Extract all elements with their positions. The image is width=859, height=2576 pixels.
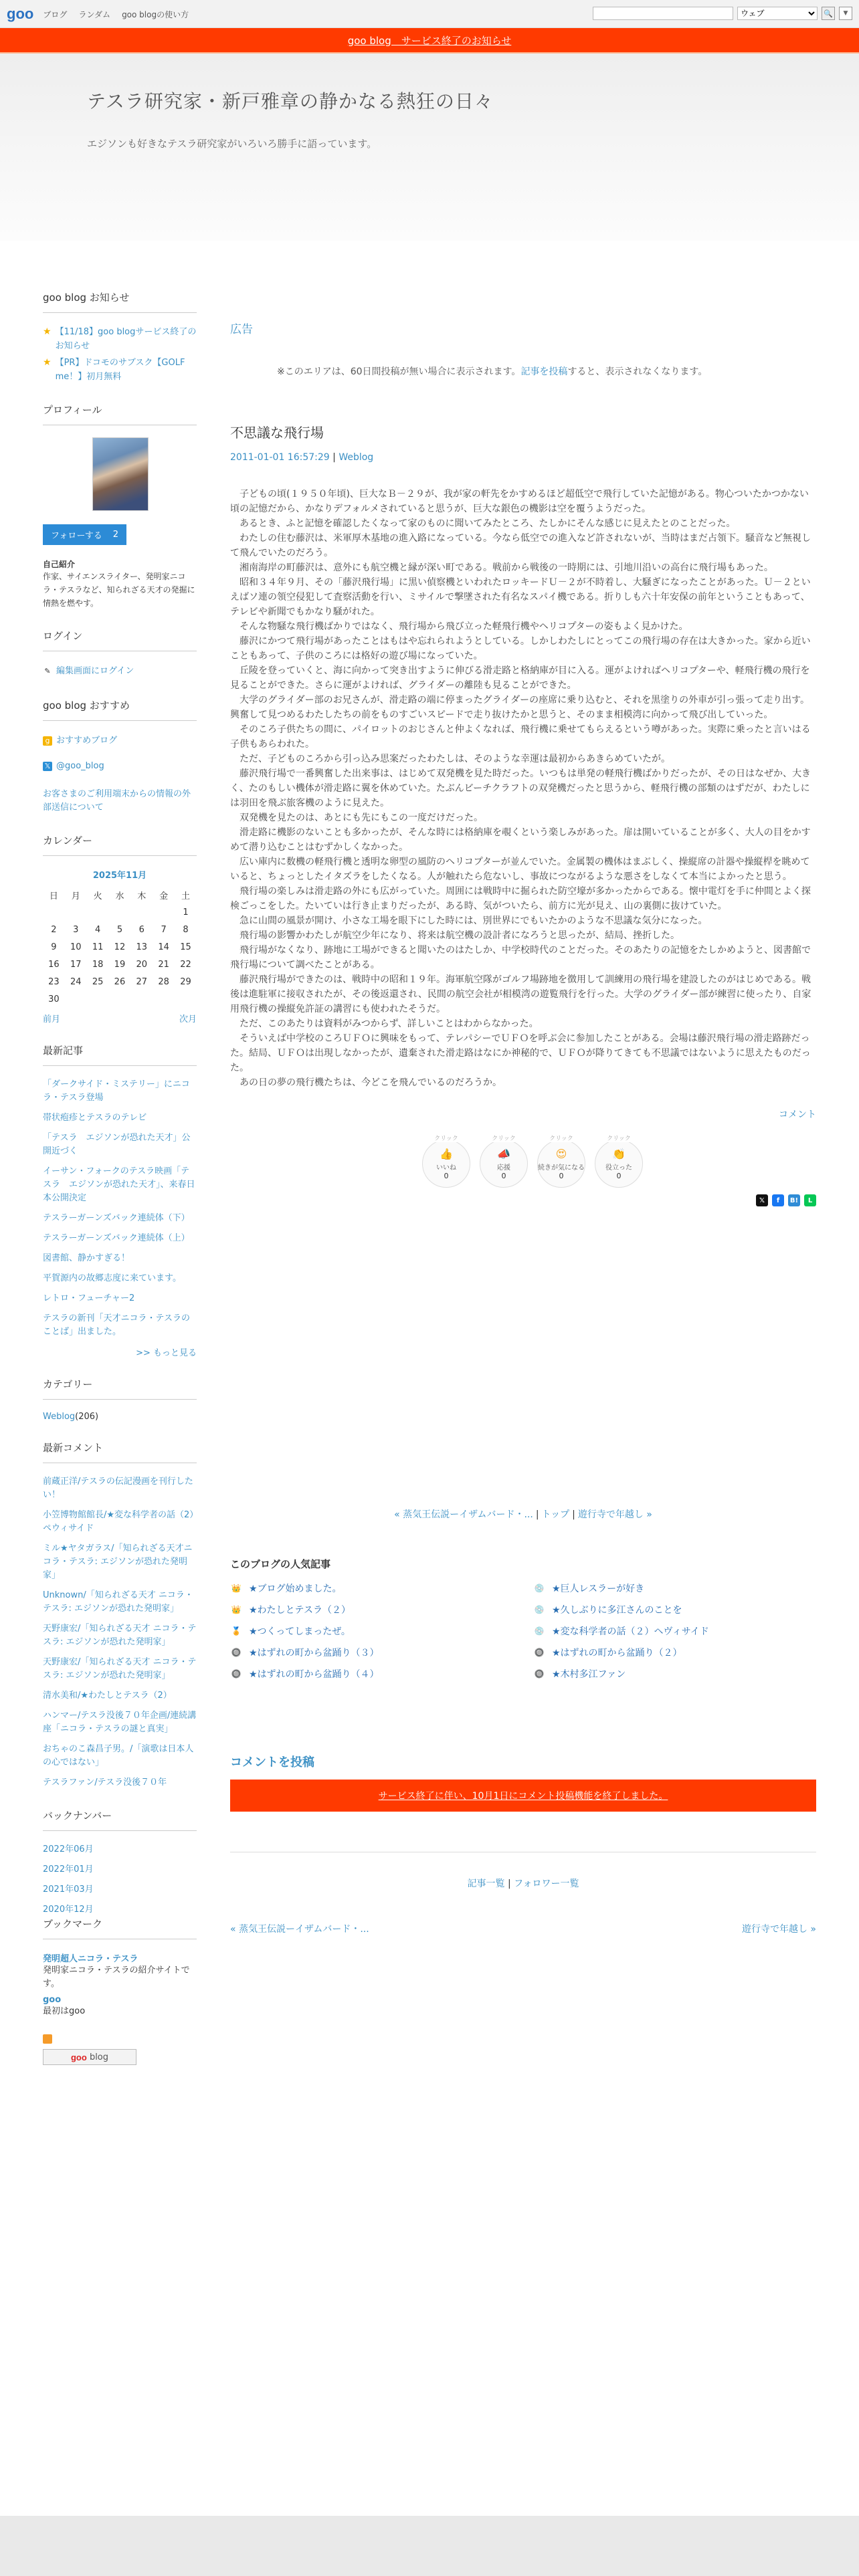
reaction-label: 応援 <box>497 1164 510 1172</box>
calendar-day <box>109 903 131 921</box>
calendar-day <box>87 903 109 921</box>
top-nav <box>43 7 197 20</box>
calendar-day <box>130 990 153 1008</box>
post-pager: « 蒸気王伝説ーイザムバード・... | トップ | 遊行寺で年越し » <box>394 1509 652 1520</box>
post-paragraph: 昭和３４年９月、その「藤沢飛行場」に黒い偵察機といわれたロッキードＵ－２が不時着し、大騒ぎになったことがあった。Ｕ－２といえばソ連の領空侵犯して査察活動を行い、ミサイルで撃墜された有名なスパイ機である。折りしも六十年安保の前年ということもあって、テレビや新聞でもかなり騒がれた。 <box>230 577 811 617</box>
calendar-day[interactable]: 26 <box>114 976 126 987</box>
x-icon: 𝕏 <box>43 762 52 771</box>
reaction-tip: クリック <box>489 1134 518 1142</box>
calendar-month: 2025年11月 <box>92 871 147 881</box>
reaction-count: 0 <box>616 1171 622 1180</box>
popular-item[interactable] <box>533 1644 816 1660</box>
recent-section <box>43 1043 197 1358</box>
popular-item[interactable] <box>230 1666 513 1682</box>
content-wrap <box>0 273 859 2084</box>
profile-section <box>43 403 197 610</box>
footer <box>0 2516 859 2576</box>
post-paragraph: 大学のグライダー部のお兄さんが、滑走路の端に停まったグライダーの座席に乗り込むと、それを黒塗りの外車が引っ張って走り出す。興奮して見つめるわたしたちの前をものすごいスピードで走り抜けたかと思うと、そのまま相模湾に向かって飛び出していった。 <box>230 695 810 720</box>
comment-closed-link[interactable]: サービス終了に伴い、10月1日にコメント投稿機能を終了しました。 <box>378 1791 668 1802</box>
star-icon: ★ <box>43 326 52 337</box>
recent-article-link[interactable]: レトロ・フューチャー2 <box>43 1293 135 1303</box>
post-paragraph: 藤沢飛行場で一番興奮した出来事は、はじめて双発機を見た時だった。いつもは単発の軽飛行機ばかりだったが、その日はなぜか、大きく、たのもしい機体が滑走路に翼を休めていた。たぶんビーチクラフトの双発機だったと思うから、軽飛行機の部類のはずだが、わたしには羽田を飛ぶ旅客機のように見えた。 <box>230 768 811 809</box>
bookmark-heading: ブックマーク <box>43 1917 197 1939</box>
rank-icon: 👑 <box>231 1584 242 1593</box>
popular-article-link[interactable]: ★はずれの町から盆踊り（２） <box>552 1648 682 1658</box>
chevron-down-icon[interactable]: ▼ <box>839 7 852 20</box>
login-section <box>43 629 197 679</box>
calendar-weekday: 月 <box>71 891 80 901</box>
recent-comment-link[interactable]: 天野康宏/「知られざる天才 ニコラ・テスラ: エジソンが恐れた発明家」 <box>43 1657 197 1681</box>
comment-link[interactable]: コメント <box>779 1109 816 1120</box>
rank-icon: 🔘 <box>231 1669 242 1679</box>
bottom-prev[interactable]: « 蒸気王伝説ーイザムバード・... <box>230 1924 369 1935</box>
comments-section <box>43 1440 197 1790</box>
post-paragraph: 藤沢飛行場ができたのは、戦時中の昭和１９年。海軍航空隊がゴルフ場跡地を徴用して訓練用の飛行場を建設したのがはじめである。戦後は進駐軍に接収されたが、その後返還され、民間の航空会社が相模湾の遊覧飛行を行った。大学のグライダー部が練習に使ったり、自家用飛行機の操縦免許証の講習にも使われたそうだ。 <box>230 974 812 1014</box>
post-date[interactable]: 2011-01-01 16:57:29 <box>230 452 330 463</box>
recent-article-link[interactable]: 図書館、静かすぎる！ <box>43 1253 130 1263</box>
popular-item[interactable] <box>230 1580 513 1596</box>
post-paragraph: ただ、子どものころから引っ込み思案だったわたしは、そのような幸運は最初からあきらめていたが。 <box>230 754 670 764</box>
blog-header <box>0 53 859 241</box>
calendar-day[interactable]: 16 <box>48 959 60 970</box>
login-link[interactable]: ✎ 編集画面にログイン <box>43 663 197 679</box>
rank-icon: 💿 <box>534 1605 545 1614</box>
calendar-day[interactable]: 11 <box>92 942 104 952</box>
reaction-tip: クリック <box>604 1134 634 1142</box>
recommend-section <box>43 698 197 815</box>
more-link[interactable]: >> もっと見る <box>136 1348 197 1358</box>
news-item[interactable]: ★ 【PR】ドコモのサブスク【GOLF me！】初月無料 <box>43 356 197 384</box>
post-paragraph: 丘陵を登っていくと、海に向かって突き出すように伸びる滑走路と格納庫が目に入る。運がよければヘリコプターや、軽飛行機の飛行を見ることができた。さらに運がよければ、グライダーの離陸も見ることができた。 <box>230 665 810 691</box>
recommend-heading: goo blog おすすめ <box>43 698 197 721</box>
nav-howto[interactable]: goo blogの使い方 <box>122 10 189 19</box>
calendar-day[interactable]: 19 <box>114 959 126 970</box>
star-icon: ★ <box>43 357 52 368</box>
bookmark-goo[interactable]: goo <box>43 1995 62 2005</box>
recent-comment-link[interactable]: ミル★ヤタガラス/「知られざる天才ニコラ・テスラ: エジソンが恐れた発明家」 <box>43 1543 193 1580</box>
reaction-count: 0 <box>559 1171 564 1180</box>
recent-article-link[interactable]: テスラの新刊「天才ニコラ・テスラのことば」出ました。 <box>43 1313 190 1337</box>
sidebar <box>43 273 197 2084</box>
calendar-day[interactable]: 4 <box>94 924 101 935</box>
calendar-day[interactable]: 30 <box>48 994 60 1004</box>
calendar-day <box>65 903 87 921</box>
post-paragraph: 飛行場の影響かわたしが航空少年になり、将来は航空機の設計者になろうと思ったが、結局、挫折した。 <box>230 930 680 941</box>
rank-icon: 💿 <box>534 1584 545 1593</box>
calendar-day[interactable]: 9 <box>51 942 57 952</box>
blog-title[interactable]: テスラ研究家・新戸雅章の静かなる熱狂の日々 <box>87 90 494 112</box>
backnumber-link[interactable]: 2022年06月 <box>43 1844 94 1854</box>
calendar-day[interactable]: 25 <box>92 976 104 987</box>
calendar-day[interactable]: 21 <box>158 959 169 970</box>
rank-icon: 💿 <box>534 1626 545 1636</box>
goo-blog-button[interactable]: goo blog <box>43 2049 136 2065</box>
reaction-tip: クリック <box>547 1134 576 1142</box>
calendar-day[interactable]: 3 <box>73 924 79 935</box>
recent-heading: 最新記事 <box>43 1043 197 1066</box>
recent-article-link[interactable]: 「ダークサイド・ミステリー」にニコラ・テスラ登場 <box>43 1079 190 1103</box>
intro-text: 作家、サイエンスライター、発明家ニコラ・テスラなど、知られざる天才の発掘に情熱を燃やす。 <box>43 572 195 608</box>
recommend-blog-link[interactable]: g おすすめブログ <box>43 733 197 749</box>
calendar-day[interactable]: 7 <box>161 924 167 935</box>
post-paragraph: 子どもの頃(１９５０年頃)、巨大なＢ－２９が、我が家の軒先をかすめるほど超低空で飛行していた記憶がある。物心ついたかつかない頃の記憶だから、かなりデフォルメされていると思うが、巨大な銀色の機影は空を覆うようだった。 <box>230 489 809 514</box>
calendar-day[interactable]: 18 <box>92 959 104 970</box>
recent-comment-link[interactable]: テスラファン/テスラ没後７０年 <box>43 1778 167 1788</box>
follow-button[interactable]: フォローする 2 <box>43 524 126 545</box>
rank-icon: 🔘 <box>231 1648 242 1657</box>
calendar-day[interactable]: 13 <box>136 942 148 952</box>
recent-comment-link[interactable]: 小笠博物館館長/★変な科学者の話（2）ペウィサイド <box>43 1510 194 1533</box>
backnumber-link[interactable]: 2020年12月 <box>43 1905 94 1915</box>
calendar-day[interactable]: 17 <box>70 959 82 970</box>
calendar-day[interactable]: 20 <box>136 959 148 970</box>
rank-icon: 👑 <box>231 1605 242 1614</box>
recent-list <box>43 1078 197 1339</box>
reaction-button[interactable] <box>537 1136 585 1188</box>
calendar-day[interactable]: 6 <box>138 924 145 935</box>
popular-article-link[interactable]: ★はずれの町から盆踊り（３） <box>249 1648 379 1658</box>
calendar-day[interactable]: 29 <box>180 976 191 987</box>
popular-article-link[interactable]: ★はずれの町から盆踊り（４） <box>249 1669 379 1680</box>
post-paragraph: あの日の夢の飛行機たちは、今どこを飛んでいるのだろうか。 <box>230 1077 502 1088</box>
recent-comment-link[interactable]: おちゃのこ森昌子男。/「演歌は日本人の心ではない」 <box>43 1744 194 1767</box>
bookmark-goo-desc: 最初はgoo <box>43 2006 86 2016</box>
calendar-day <box>43 903 65 921</box>
goo-logo[interactable]: goo <box>7 5 34 22</box>
post-article-link[interactable]: 記事を投稿 <box>520 366 568 377</box>
share-buttons <box>230 1194 816 1206</box>
follower-list-link[interactable]: フォロワー一覧 <box>514 1879 579 1889</box>
pager-top[interactable]: トップ <box>541 1509 570 1520</box>
category-section <box>43 1377 197 1422</box>
bottom-next[interactable]: 遊行寺で年越し » <box>741 1924 816 1935</box>
backnumber-link[interactable]: 2021年03月 <box>43 1885 94 1895</box>
ad-heading: 広告 <box>230 323 253 336</box>
goo-blog-icon: g <box>43 736 52 746</box>
search-scope-select[interactable] <box>737 7 818 20</box>
comment-post-heading: コメントを投稿 <box>230 1755 314 1769</box>
calendar-day[interactable]: 10 <box>70 942 82 952</box>
nav-blog[interactable]: ブログ <box>43 10 68 19</box>
recent-article-link[interactable]: イーサン・フォークのテスラ映画「テスラ エジソンが恐れた天才」、来春日本公開決定 <box>43 1166 195 1203</box>
follow-count: 2 <box>112 530 118 540</box>
heart-eyes-icon: 😍 <box>555 1147 567 1160</box>
calendar-day[interactable]: 8 <box>183 924 189 935</box>
backnumber-section <box>43 1808 197 1915</box>
bottom-links: 記事一覧 | フォロワー一覧 <box>467 1879 579 1889</box>
rss-icon[interactable] <box>43 2034 52 2044</box>
post-paragraph: 双発機を見たのは、あとにも先にもこの一度だけだった。 <box>230 813 483 823</box>
calendar-weekday: 水 <box>115 891 124 901</box>
recent-comment-link[interactable]: 清水美和/★わたしとテスラ（2） <box>43 1691 172 1701</box>
calendar-weekday: 火 <box>93 891 102 901</box>
recent-comment-link[interactable]: ハンマー/テスラ没後７０年企画/連続講座「ニコラ・テスラの謎と真実」 <box>43 1711 197 1734</box>
facebook-share-icon[interactable]: f <box>772 1194 784 1206</box>
news-heading: goo blog お知らせ <box>43 290 197 313</box>
comment-list <box>43 1475 197 1790</box>
calendar-day <box>175 990 197 1008</box>
calendar-day[interactable]: 22 <box>180 959 191 970</box>
calendar-weekday: 金 <box>159 891 169 901</box>
recent-article-link[interactable]: テスラーガーンズバック連続体（下） <box>43 1213 190 1223</box>
bottom-nav <box>230 1922 816 1935</box>
popular-article-link[interactable]: ★ブログ始めました。 <box>249 1584 342 1594</box>
post-paragraph: そういえば中学校のころＵＦＯに興味をもって、テレパシーでＵＦＯを呼ぶ会に参加したことがある。会場は藤沢飛行場の滑走路跡だった。結局、ＵＦＯは出現しなかったが、遺棄された滑走路はなにか神秘的で、ＵＦＯが降りてきても不思議ではないように思えたものだった。 <box>230 1033 811 1073</box>
post-paragraph: そのころ子供たちの間に、パイロットのおじさんと仲よくなれば、飛行機に乗せてもらえるという噂があった。実際に乗ったと言いはる子供もあらわれた。 <box>230 724 811 750</box>
calendar-day[interactable]: 28 <box>158 976 169 987</box>
thumbs-up-icon: 👍 <box>440 1147 453 1160</box>
popular-article-link[interactable]: ★わたしとテスラ（２） <box>249 1605 351 1616</box>
recent-article-link[interactable]: 帯状疱疹とテスラのテレビ <box>43 1113 147 1123</box>
pencil-icon: ✎ <box>44 667 51 675</box>
category-weblog[interactable]: Weblog <box>43 1412 76 1422</box>
rank-icon: 🔘 <box>534 1648 545 1657</box>
post-paragraph: 湘南海岸の町藤沢は、意外にも航空機と縁が深い町である。戦前から戦後の一時期には、引地川沿いの高台に飛行場もあった。 <box>230 562 773 573</box>
post-paragraph: 飛行場がなくなり、跡地に工場ができると聞いたのはたしか、中学校時代のことだった。そのあたりの記憶をたしかめようと、図書館で飛行場について調べたことがある。 <box>230 945 811 970</box>
service-end-banner <box>0 28 859 53</box>
category-count: (206) <box>75 1412 99 1422</box>
popular-item[interactable] <box>533 1602 816 1618</box>
backnumber-list <box>43 1843 197 1917</box>
calendar-day[interactable]: 1 <box>183 907 189 918</box>
service-end-link[interactable]: goo blog サービス終了のお知らせ <box>347 34 512 47</box>
popular-list <box>230 1580 816 1682</box>
calendar-day[interactable]: 2 <box>51 924 57 935</box>
calendar-weekday: 木 <box>137 891 147 901</box>
calendar-next[interactable]: 次月 <box>179 1014 197 1025</box>
news-item[interactable]: ★ 【11/18】goo blogサービス終了のお知らせ <box>43 325 197 353</box>
calendar-table <box>43 886 197 1008</box>
calendar-day[interactable]: 5 <box>116 924 123 935</box>
popular-item[interactable] <box>533 1666 816 1682</box>
popular-article-link[interactable]: ★変な科学者の話（２）ヘヴィサイド <box>552 1626 709 1637</box>
reaction-label: いいね <box>436 1164 456 1172</box>
nav-random[interactable]: ランダム <box>78 10 110 19</box>
recent-article-link[interactable]: 平賀源内の故郷志度に来ています。 <box>43 1273 181 1283</box>
recent-comment-link[interactable]: Unknown/「知られざる天才 ニコラ・テスラ: エジソンが恐れた発明家」 <box>43 1590 193 1614</box>
calendar-day[interactable]: 14 <box>158 942 169 952</box>
calendar-day <box>130 903 153 921</box>
post-category[interactable]: Weblog <box>339 452 374 463</box>
calendar-day[interactable]: 12 <box>114 942 126 952</box>
post-body <box>230 487 816 1090</box>
news-section <box>43 290 197 384</box>
x-share-icon[interactable]: 𝕏 <box>756 1194 768 1206</box>
calendar-weekday: 日 <box>49 891 58 901</box>
reaction-label: 続きが気になる <box>538 1164 585 1172</box>
recent-comment-link[interactable]: 天野康宏/「知られざる天才 ニコラ・テスラ: エジソンが恐れた発明家」 <box>43 1624 197 1647</box>
post-meta: 2011-01-01 16:57:29 | Weblog <box>230 452 374 463</box>
post-paragraph: 藤沢にかつて飛行場があったことはもはや忘れられようとしている。しかしわたしにとってこの飛行場の存在は大きかった。家から近いこともあって、子供のころには格好の遊び場になっていた。 <box>230 636 811 661</box>
calendar-section <box>43 833 197 1025</box>
calendar-weekday: 土 <box>181 891 191 901</box>
bookmark-section <box>43 1917 197 2065</box>
popular-article-link[interactable]: ★つくってしまったぜ。 <box>249 1626 351 1637</box>
pager-next[interactable]: 遊行寺で年越し » <box>577 1509 652 1520</box>
profile-heading: プロフィール <box>43 403 197 425</box>
calendar-day[interactable]: 15 <box>180 942 191 952</box>
search-area <box>593 7 852 20</box>
ad-note: ※このエリアは、60日間投稿が無い場合に表示されます。記事を投稿すると、表示されなくなります。 <box>277 366 708 377</box>
post-paragraph: 急に山間の風景が開け、小さな工場を眼下にした時には、別世界にでもいたかのような不思議な気分になった。 <box>230 916 708 926</box>
rank-icon: 🔘 <box>534 1669 545 1679</box>
search-icon[interactable]: 🔍 <box>822 7 835 20</box>
calendar-day[interactable]: 27 <box>136 976 148 987</box>
calendar-day <box>65 990 87 1008</box>
post-paragraph: ただ、このあたりは資料がみつからず、詳しいことはわからなかった。 <box>230 1018 539 1029</box>
intro-title: 自己紹介 <box>43 560 76 569</box>
x-account-link[interactable]: 𝕏 @goo_blog <box>43 758 197 774</box>
backnumber-link[interactable]: 2022年01月 <box>43 1864 94 1874</box>
search-input[interactable] <box>593 7 733 20</box>
category-heading: カテゴリー <box>43 1377 197 1400</box>
popular-article-link[interactable]: ★久しぶりに多江さんのことを <box>552 1605 682 1616</box>
post-paragraph: 滑走路に機影のないことも多かったが、そんな時には格納庫を覗くという楽しみがあった。扉は開いていることが多く、大人の目をかすめて潜り込むことはむずかしくなかった。 <box>230 827 811 853</box>
top-bar <box>0 0 859 28</box>
recent-article-link[interactable]: 「テスラ エジソンが恐れた天才」公開近づく <box>43 1133 191 1156</box>
blog-description: エジソンも好きなテスラ研究家がいろいろ勝手に語っています。 <box>87 138 377 150</box>
calendar-day <box>153 903 175 921</box>
reaction-button[interactable] <box>595 1136 643 1188</box>
post-paragraph: わたしの住む藤沢は、米軍厚木基地の進入路になっている。今なら低空での進入など許されないが、当時はまだ占領下。騒音など無視して飛んでいたのだろう。 <box>230 533 811 558</box>
login-heading: ログイン <box>43 629 197 651</box>
post-paragraph: 広い庫内に数機の軽飛行機と透明な卵型の風防のヘリコプターが並んでいた。金属製の機体はまぶしく、操縦席の計器や操縦桿を眺めていると、ちょっとしたイタズラをしたくなる。人が触れたら危ないし、事故につながるような悪さをしなくて本当によかったと思う。 <box>230 857 810 882</box>
backnumber-heading: バックナンバー <box>43 1808 197 1831</box>
calendar-day <box>109 990 131 1008</box>
comments-heading: 最新コメント <box>43 1440 197 1463</box>
clap-icon: 👏 <box>612 1147 626 1160</box>
reaction-label: 役立った <box>605 1164 632 1172</box>
popular-item[interactable] <box>230 1602 513 1618</box>
recent-comment-link[interactable]: 前蔵正洋/テスラの伝記漫画を刊行したい！ <box>43 1477 193 1500</box>
reaction-buttons <box>422 1136 816 1188</box>
popular-article-link[interactable]: ★巨人レスラーが好き <box>552 1584 645 1594</box>
megaphone-icon: 📣 <box>497 1147 510 1160</box>
profile-photo[interactable] <box>92 437 149 511</box>
popular-item[interactable] <box>230 1644 513 1660</box>
post-paragraph: そんな物騒な飛行機ばかりではなく、飛行場から飛び立った軽飛行機やヘリコプターの姿もよく見かけた。 <box>230 621 688 632</box>
pager-prev[interactable]: « 蒸気王伝説ーイザムバード・... <box>394 1509 533 1520</box>
bookmark-tesla[interactable]: 発明超人ニコラ・テスラ <box>43 1954 138 1964</box>
post-title[interactable]: 不思議な飛行場 <box>230 425 324 441</box>
rank-icon: 🏅 <box>231 1626 242 1636</box>
external-send-note[interactable]: お客さまのご利用端末からの情報の外部送信について <box>43 789 191 813</box>
recent-article-link[interactable]: テスラーガーンズバック連続体（上） <box>43 1233 190 1243</box>
line-share-icon[interactable]: L <box>804 1194 816 1206</box>
bookmark-tesla-desc: 発明家ニコラ・テスラの紹介サイトです。 <box>43 1965 190 1989</box>
reaction-button[interactable] <box>480 1136 528 1188</box>
calendar-heading: カレンダー <box>43 833 197 856</box>
calendar-day[interactable]: 24 <box>70 976 82 987</box>
reaction-count: 0 <box>501 1171 506 1180</box>
calendar-day <box>87 990 109 1008</box>
popular-heading: このブログの人気記事 <box>230 1558 331 1570</box>
calendar-day[interactable]: 23 <box>48 976 60 987</box>
main-content <box>230 273 816 2084</box>
popular-article-link[interactable]: ★木村多江ファン <box>552 1669 626 1680</box>
post-paragraph: あるとき、ふと記憶を確認したくなって家のものに聞いてみたところ、たしかにそんな感じに見えたとのことだった。 <box>230 518 736 529</box>
popular-item[interactable] <box>533 1623 816 1639</box>
hatena-share-icon[interactable]: B! <box>788 1194 800 1206</box>
comment-closed-banner <box>230 1780 816 1812</box>
popular-item[interactable] <box>533 1580 816 1596</box>
calendar-day <box>153 990 175 1008</box>
popular-item[interactable] <box>230 1623 513 1639</box>
calendar-prev[interactable]: 前月 <box>43 1014 61 1025</box>
article-list-link[interactable]: 記事一覧 <box>467 1879 505 1889</box>
reaction-tip: クリック <box>432 1134 461 1142</box>
reaction-button[interactable] <box>422 1136 470 1188</box>
reaction-count: 0 <box>444 1171 449 1180</box>
post-paragraph: 飛行場の楽しみは滑走路の外にも広がっていた。周囲には戦時中に掘られた防空壕が多かったからである。懐中電灯を手に仲間とよく探検ごっこをした。たいていは行き止まりだったが、ある時、気がついたら、前方に光が見え、山の裏側に抜けていた。 <box>230 886 811 911</box>
